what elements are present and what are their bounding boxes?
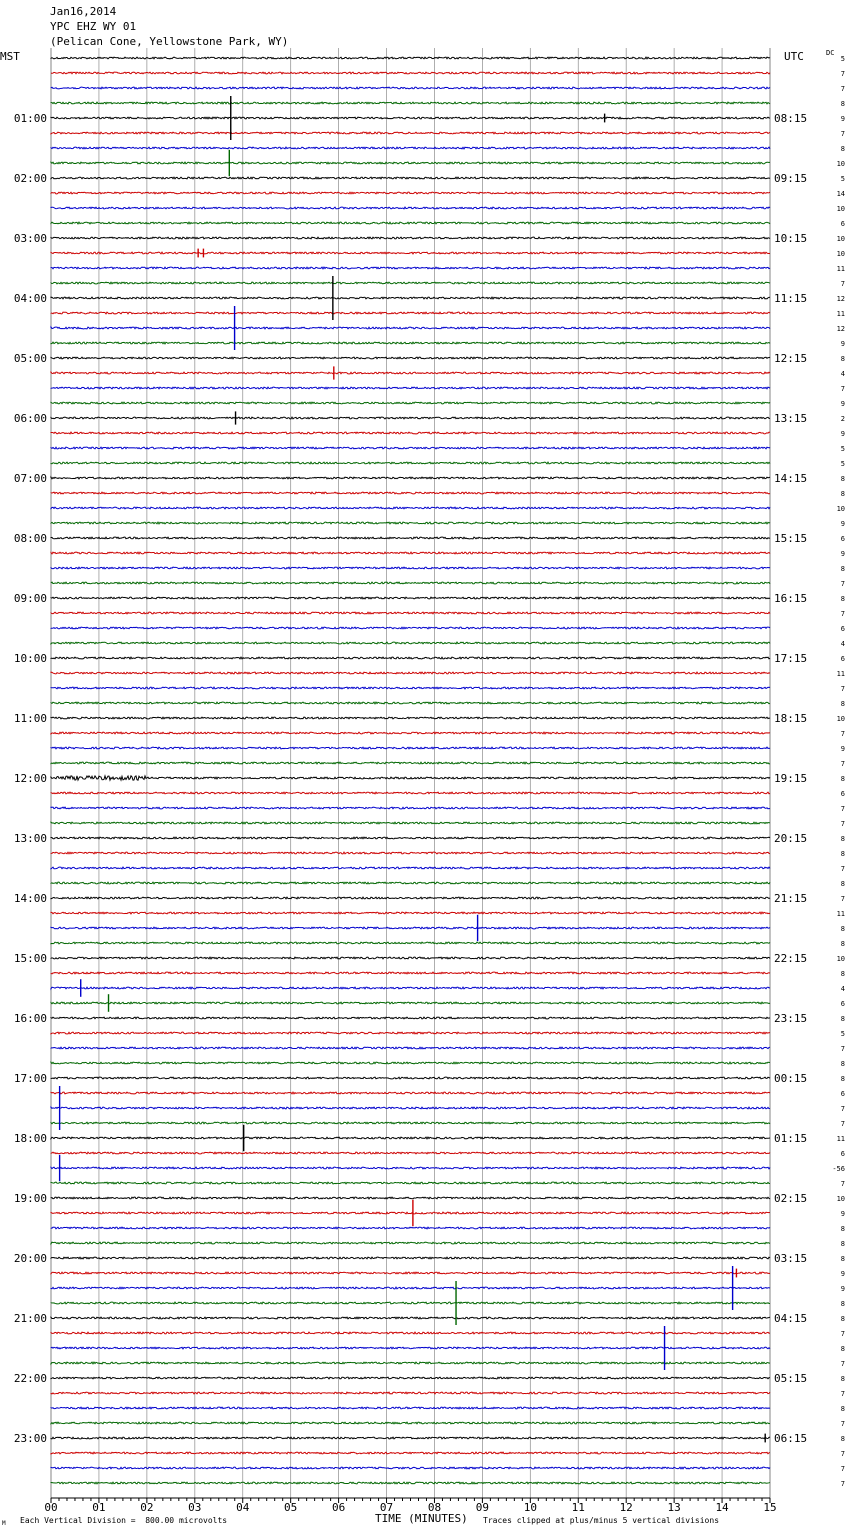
trace-line [51, 522, 770, 524]
utc-hour-label: 09:15 [774, 172, 808, 185]
dc-value: 5 [840, 445, 845, 453]
dc-value: 7 [840, 1480, 845, 1488]
x-tick-label: 12 [619, 1501, 633, 1514]
dc-value: 8 [840, 925, 845, 933]
dc-value: 6 [840, 535, 845, 543]
dc-value: 11 [836, 670, 845, 678]
trace-line [51, 387, 770, 389]
trace-line [51, 597, 770, 599]
dc-value: 9 [840, 520, 845, 528]
dc-value: 9 [840, 400, 845, 408]
trace-line [51, 567, 770, 569]
mst-hour-label: 05:00 [13, 352, 47, 365]
trace-line [51, 957, 770, 959]
trace-line [51, 87, 770, 89]
mst-hour-label: 07:00 [13, 472, 47, 485]
dc-value: 11 [836, 910, 845, 918]
dc-value: 10 [836, 160, 845, 168]
trace-line [51, 57, 770, 59]
dc-value: 7 [840, 760, 845, 768]
dc-value: 9 [840, 115, 845, 123]
trace-line [51, 897, 770, 899]
dc-value: 9 [840, 340, 845, 348]
trace-line [51, 432, 770, 434]
utc-hour-label: 20:15 [774, 832, 808, 845]
utc-axis-label: UTC [784, 50, 804, 63]
mst-hour-label: 06:00 [13, 412, 47, 425]
utc-hour-label: 03:15 [774, 1252, 808, 1265]
utc-hour-label: 02:15 [774, 1192, 808, 1205]
dc-value: 7 [840, 1330, 845, 1338]
trace-line [51, 732, 770, 734]
mst-hour-label: 21:00 [13, 1312, 47, 1325]
trace-line [51, 477, 770, 479]
mst-hour-label: 04:00 [13, 292, 47, 305]
trace-line [51, 972, 770, 974]
trace-line [51, 627, 770, 629]
dc-value: 8 [840, 1300, 845, 1308]
dc-value: 6 [840, 790, 845, 798]
dc-value: 12 [836, 295, 845, 303]
dc-value: 7 [840, 1390, 845, 1398]
trace-line [51, 1032, 770, 1034]
dc-value: 8 [840, 490, 845, 498]
trace-line [51, 687, 770, 689]
mst-hour-label: 09:00 [13, 592, 47, 605]
trace-line [51, 1182, 770, 1184]
mst-hour-label: 11:00 [13, 712, 47, 725]
utc-hour-label: 05:15 [774, 1372, 808, 1385]
x-tick-label: 03 [188, 1501, 202, 1514]
trace-line [51, 147, 770, 149]
trace-line [51, 1422, 770, 1424]
utc-hour-label: 01:15 [774, 1132, 808, 1145]
dc-value: 7 [840, 820, 845, 828]
dc-value: 8 [840, 970, 845, 978]
dc-value: 6 [840, 655, 845, 663]
mst-hour-label: 14:00 [13, 892, 47, 905]
x-axis-title: TIME (MINUTES) [375, 1512, 468, 1525]
trace-line [51, 342, 770, 344]
dc-value: 8 [840, 1255, 845, 1263]
dc-value: 7 [840, 1450, 845, 1458]
trace-line [51, 297, 770, 299]
trace-line [51, 282, 770, 284]
dc-value: 8 [840, 565, 845, 573]
dc-value: 4 [840, 370, 845, 378]
x-tick-label: 11 [571, 1501, 585, 1514]
station-location: (Pelican Cone, Yellowstone Park, WY) [50, 35, 289, 48]
dc-value: 6 [840, 625, 845, 633]
dc-value: 7 [840, 610, 845, 618]
trace-line [51, 252, 770, 254]
trace-line [51, 72, 770, 74]
trace-line [51, 1362, 770, 1364]
trace-line [51, 1317, 770, 1319]
trace-line [51, 1077, 770, 1079]
dc-value: 10 [836, 235, 845, 243]
mst-hour-label: 10:00 [13, 652, 47, 665]
dc-value: -56 [832, 1165, 845, 1173]
trace-line [51, 717, 770, 719]
station-code: YPC EHZ WY 01 [50, 20, 137, 33]
trace-line [51, 642, 770, 644]
dc-value: 7 [840, 1180, 845, 1188]
trace-line [51, 912, 770, 914]
utc-hour-label: 15:15 [774, 532, 808, 545]
dc-label: DC [826, 49, 835, 57]
mst-hour-label: 02:00 [13, 172, 47, 185]
trace-line [51, 807, 770, 809]
trace-line [51, 582, 770, 584]
trace-line [51, 177, 770, 179]
dc-value: 8 [840, 775, 845, 783]
mst-hour-label: 03:00 [13, 232, 47, 245]
dc-value: 8 [840, 1405, 845, 1413]
x-tick-label: 15 [763, 1501, 777, 1514]
trace-line [51, 162, 770, 164]
x-tick-label: 06 [331, 1501, 346, 1514]
trace-line [51, 1302, 770, 1304]
dc-value: 5 [840, 175, 845, 183]
dc-value: 8 [840, 595, 845, 603]
dc-value: 8 [840, 1060, 845, 1068]
trace-line [51, 117, 770, 119]
trace-line [51, 372, 770, 374]
trace-line [51, 492, 770, 494]
trace-line [51, 1092, 770, 1094]
trace-line [51, 776, 770, 780]
dc-value: 9 [840, 550, 845, 558]
trace-line [51, 222, 770, 224]
trace-line [51, 1347, 770, 1349]
dc-value: 2 [840, 415, 845, 423]
recording-date: Jan16,2014 [50, 5, 117, 18]
mst-hour-label: 23:00 [13, 1432, 47, 1445]
dc-value: 8 [840, 835, 845, 843]
utc-hour-label: 08:15 [774, 112, 808, 125]
scale-note: Each Vertical Division = 800.00 microvolts [20, 1516, 228, 1525]
dc-value: 8 [840, 1435, 845, 1443]
dc-value: 10 [836, 955, 845, 963]
trace-line [51, 927, 770, 929]
x-tick-label: 08 [427, 1501, 442, 1514]
utc-hour-label: 21:15 [774, 892, 808, 905]
trace-line [51, 1437, 770, 1439]
trace-line [51, 1242, 770, 1244]
dc-value: 12 [836, 325, 845, 333]
trace-line [51, 1332, 770, 1334]
dc-value: 10 [836, 505, 845, 513]
trace-line [51, 327, 770, 329]
dc-value: 7 [840, 280, 845, 288]
dc-value: 7 [840, 580, 845, 588]
clip-note: Traces clipped at plus/minus 5 vertical divisions [483, 1516, 720, 1525]
trace-line [51, 447, 770, 449]
trace-line [51, 792, 770, 794]
dc-value: 8 [840, 475, 845, 483]
dc-value: 8 [840, 850, 845, 858]
dc-value: 7 [840, 805, 845, 813]
trace-line [51, 1272, 770, 1274]
dc-value: 11 [836, 265, 845, 273]
trace-line [51, 822, 770, 824]
x-tick-label: 09 [475, 1501, 490, 1514]
mst-hour-label: 20:00 [13, 1252, 47, 1265]
dc-value: 7 [840, 730, 845, 738]
mst-hour-label: 13:00 [13, 832, 47, 845]
trace-line [51, 1122, 770, 1124]
dc-value: 9 [840, 1210, 845, 1218]
utc-hour-label: 13:15 [774, 412, 808, 425]
mst-hour-label: 08:00 [13, 532, 47, 545]
dc-value: 14 [836, 190, 845, 198]
trace-line [51, 1377, 770, 1379]
x-tick-label: 01 [92, 1501, 106, 1514]
mst-hour-label: 18:00 [13, 1132, 47, 1145]
dc-value: 5 [840, 460, 845, 468]
x-tick-label: 14 [715, 1501, 729, 1514]
x-tick-label: 10 [523, 1501, 537, 1514]
corner-mark: M [2, 1520, 6, 1527]
dc-value: 7 [840, 385, 845, 393]
dc-value: 10 [836, 250, 845, 258]
trace-line [51, 852, 770, 854]
dc-value: 11 [836, 1135, 845, 1143]
dc-value: 7 [840, 1465, 845, 1473]
dc-value: 7 [840, 1045, 845, 1053]
dc-value: 7 [840, 865, 845, 873]
utc-hour-label: 04:15 [774, 1312, 808, 1325]
dc-value: 7 [840, 85, 845, 93]
dc-value: 6 [840, 1090, 845, 1098]
x-tick-label: 13 [667, 1501, 681, 1514]
trace-line [51, 1257, 770, 1259]
dc-value: 7 [840, 1360, 845, 1368]
trace-line [51, 132, 770, 134]
trace-line [51, 672, 770, 674]
trace-line [51, 102, 770, 104]
trace-line [51, 402, 770, 404]
utc-hour-label: 18:15 [774, 712, 808, 725]
dc-value: 4 [840, 985, 845, 993]
trace-line [51, 1452, 770, 1454]
trace-line [51, 1137, 770, 1139]
mst-axis-label: MST [0, 50, 20, 63]
dc-value: 4 [840, 640, 845, 648]
trace-line [51, 1152, 770, 1154]
dc-value: 7 [840, 1120, 845, 1128]
dc-value: 7 [840, 70, 845, 78]
trace-line [51, 357, 770, 359]
x-tick-label: 05 [284, 1501, 298, 1514]
trace-line [51, 1227, 770, 1229]
trace-line [51, 237, 770, 239]
dc-value: 7 [840, 685, 845, 693]
mst-hour-label: 16:00 [13, 1012, 47, 1025]
trace-line [51, 1212, 770, 1214]
dc-value: 10 [836, 1195, 845, 1203]
dc-value: 8 [840, 1075, 845, 1083]
trace-line [51, 552, 770, 554]
axis-labels [14, 55, 845, 1514]
dc-value: 8 [840, 1240, 845, 1248]
trace-line [51, 747, 770, 749]
mst-hour-label: 17:00 [13, 1072, 47, 1085]
mst-hour-label: 15:00 [13, 952, 47, 965]
trace-line [51, 1047, 770, 1049]
dc-value: 11 [836, 310, 845, 318]
utc-hour-label: 23:15 [774, 1012, 808, 1025]
trace-line [51, 837, 770, 839]
trace-line [51, 312, 770, 314]
dc-value: 9 [840, 430, 845, 438]
dc-value: 10 [836, 715, 845, 723]
trace-line [51, 1467, 770, 1469]
trace-line [51, 537, 770, 539]
trace-line [51, 1062, 770, 1064]
dc-value: 5 [840, 55, 845, 63]
trace-line [51, 867, 770, 869]
x-tick-label: 07 [379, 1501, 394, 1514]
trace-line [51, 1017, 770, 1019]
dc-value: 7 [840, 895, 845, 903]
trace-line [51, 192, 770, 194]
utc-hour-label: 12:15 [774, 352, 808, 365]
mst-hour-label: 12:00 [13, 772, 47, 785]
dc-value: 8 [840, 1375, 845, 1383]
x-tick-label: 02 [140, 1501, 154, 1514]
trace-line [51, 1287, 770, 1289]
dc-value: 9 [840, 1285, 845, 1293]
dc-value: 6 [840, 220, 845, 228]
trace-line [51, 1482, 770, 1484]
dc-value: 9 [840, 745, 845, 753]
dc-value: 5 [840, 1030, 845, 1038]
utc-hour-label: 17:15 [774, 652, 808, 665]
dc-value: 10 [836, 205, 845, 213]
dc-value: 8 [840, 1225, 845, 1233]
mst-hour-label: 01:00 [13, 112, 47, 125]
trace-line [51, 987, 770, 989]
dc-value: 8 [840, 100, 845, 108]
utc-hour-label: 19:15 [774, 772, 808, 785]
dc-value: 8 [840, 355, 845, 363]
trace-line [51, 1107, 770, 1109]
x-tick-label: 04 [236, 1501, 250, 1514]
trace-line [51, 267, 770, 269]
trace-line [51, 882, 770, 884]
dc-value: 9 [840, 1270, 845, 1278]
trace-line [51, 462, 770, 464]
trace-line [51, 942, 770, 944]
x-tick-label: 00 [44, 1501, 58, 1514]
dc-value: 6 [840, 1150, 845, 1158]
utc-hour-label: 11:15 [774, 292, 808, 305]
dc-value: 8 [840, 940, 845, 948]
trace-group [51, 57, 770, 1484]
dc-value: 7 [840, 1420, 845, 1428]
trace-line [51, 657, 770, 659]
trace-line [51, 1167, 770, 1169]
dc-value: 8 [840, 1015, 845, 1023]
trace-line [51, 1392, 770, 1394]
dc-value: 7 [840, 1105, 845, 1113]
utc-hour-label: 10:15 [774, 232, 808, 245]
grid-lines [51, 48, 770, 1503]
trace-line [51, 762, 770, 764]
utc-hour-label: 00:15 [774, 1072, 808, 1085]
dc-value: 7 [840, 130, 845, 138]
dc-value: 8 [840, 1345, 845, 1353]
dc-value: 8 [840, 880, 845, 888]
dc-value: 8 [840, 700, 845, 708]
trace-line [51, 702, 770, 704]
dc-value: 8 [840, 1315, 845, 1323]
trace-line [51, 207, 770, 209]
utc-hour-label: 14:15 [774, 472, 808, 485]
utc-hour-label: 16:15 [774, 592, 808, 605]
trace-line [51, 1407, 770, 1409]
mst-hour-label: 19:00 [13, 1192, 47, 1205]
utc-hour-label: 06:15 [774, 1432, 808, 1445]
trace-line [51, 507, 770, 509]
dc-value: 6 [840, 1000, 845, 1008]
trace-line [51, 417, 770, 419]
mst-hour-label: 22:00 [13, 1372, 47, 1385]
dc-value: 8 [840, 145, 845, 153]
trace-line [51, 612, 770, 614]
trace-line [51, 1002, 770, 1004]
trace-line [51, 1197, 770, 1199]
utc-hour-label: 22:15 [774, 952, 808, 965]
